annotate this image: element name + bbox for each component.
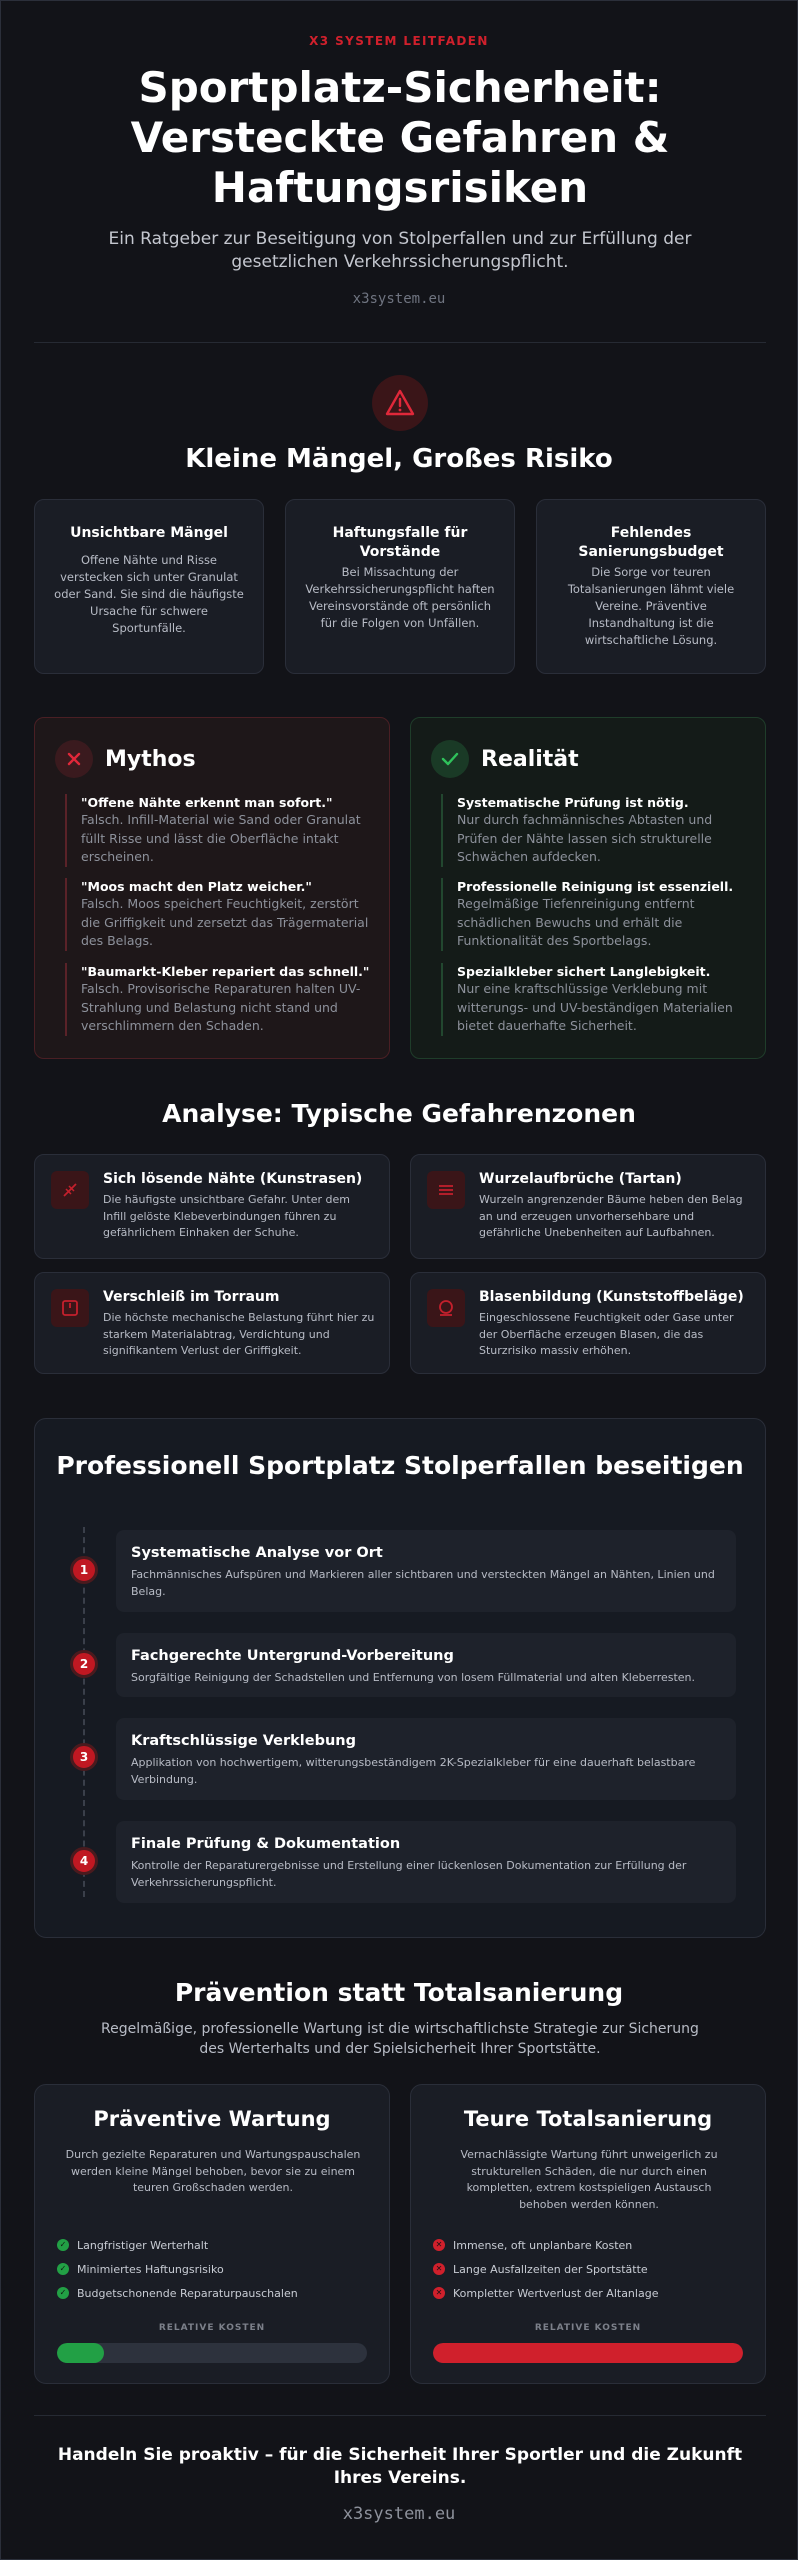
reality-item — [441, 963, 751, 1036]
benefit-label: Langfristiger Werterhalt — [77, 2238, 209, 2252]
reality-header — [431, 740, 579, 778]
footer-domain-link[interactable]: x3system.eu — [342, 2504, 456, 2524]
benefit-item — [57, 2233, 298, 2257]
cost-bar — [433, 2343, 743, 2363]
benefit-item — [57, 2257, 298, 2281]
eyebrow-label: X3 SYSTEM LEITFADEN — [309, 34, 489, 48]
warning-triangle-icon — [372, 375, 428, 431]
full-renovation-drawbacks — [433, 2233, 658, 2305]
header-domain-link[interactable]: x3system.eu — [352, 291, 446, 307]
cost-bar — [57, 2343, 367, 2363]
risk-card-text: Die Sorge vor teuren Totalsanierungen lähmt viele Vereine. Präventive Instandhaltung ist die wirtschaftliche Lösung. — [567, 565, 735, 647]
step-title: Finale Prüfung & Dokumentation — [131, 1836, 401, 1852]
drawback-item — [433, 2257, 658, 2281]
process-panel — [34, 1418, 766, 1938]
step-title: Systematische Analyse vor Ort — [131, 1545, 383, 1561]
step-text: Applikation von hochwertigem, witterungsbeständigem 2K-Spezialkleber für eine dauerhaft belastbare Verbindung. — [131, 1756, 696, 1786]
drawback-label: Kompletter Wertverlust der Altanlage — [453, 2286, 659, 2300]
seam-icon — [51, 1171, 89, 1209]
zone-text: Die häufigste unsichtbare Gefahr. Unter dem Infill gelöste Klebeverbindungen führen zu gefährlichem Einhaken der Schuhe. — [103, 1193, 350, 1239]
prevention-section-title: Prävention statt Totalsanierung — [174, 1978, 624, 2007]
drawback-label: Lange Ausfallzeiten der Sportstätte — [453, 2262, 648, 2276]
risk-card-text: Bei Missachtung der Verkehrssicherungspflicht haften Vereinsvorstände oft persönlich für die Folgen von Unfällen. — [305, 565, 495, 630]
check-circle-icon: ✓ — [57, 2287, 69, 2299]
x-circle-icon: ✕ — [433, 2239, 445, 2251]
risk-card — [536, 499, 766, 674]
risk-card — [34, 499, 264, 674]
footer-call-to-action: Handeln Sie proaktiv – für die Sicherheit Ihrer Sportler und die Zukunft Ihres Vereins. — [57, 2445, 743, 2488]
myth-claim: "Moos macht den Platz weicher." — [81, 879, 312, 894]
cost-bar-fill — [57, 2343, 104, 2363]
reality-panel — [410, 717, 766, 1059]
reality-claim: Spezialkleber sichert Langlebigkeit. — [457, 964, 711, 979]
divider — [34, 342, 766, 343]
full-renovation-title: Teure Totalsanierung — [463, 2107, 713, 2131]
step-text: Fachmännisches Aufspüren und Markieren aller sichtbaren und versteckten Mängel an Nähten, Linien und Belag. — [131, 1568, 715, 1598]
check-mark-icon — [431, 740, 469, 778]
risk-card-text: Offene Nähte und Risse verstecken sich unter Granulat oder Sand. Sie sind die häufigste Ursache für schwere Sportunfälle. — [54, 553, 244, 635]
zone-card — [34, 1272, 390, 1374]
x-circle-icon: ✕ — [433, 2287, 445, 2299]
zone-title: Verschleiß im Torraum — [103, 1289, 280, 1305]
zone-title: Wurzelaufbrüche (Tartan) — [479, 1171, 682, 1187]
benefit-item — [57, 2281, 298, 2305]
drawback-item — [433, 2233, 658, 2257]
cost-label: RELATIVE KOSTEN — [158, 2323, 266, 2333]
preventive-benefits — [57, 2233, 298, 2305]
myth-item — [65, 794, 375, 867]
zones-section-title: Analyse: Typische Gefahrenzonen — [162, 1099, 636, 1128]
myth-header — [55, 740, 196, 778]
step-number: 3 — [70, 1743, 98, 1771]
goal-wear-icon — [51, 1289, 89, 1327]
myth-explanation: Falsch. Infill-Material wie Sand oder Granulat füllt Risse und lässt die Oberfläche intakt erscheinen. — [81, 812, 361, 864]
myth-item — [65, 878, 375, 951]
risk-card — [285, 499, 515, 674]
myth-explanation: Falsch. Moos speichert Feuchtigkeit, zerstört die Griffigkeit und zersetzt das Trägermaterial des Belags. — [81, 896, 369, 948]
zone-card — [410, 1272, 766, 1374]
bubble-icon — [427, 1289, 465, 1327]
preventive-title: Präventive Wartung — [93, 2107, 331, 2131]
zone-text: Wurzeln angrenzender Bäume heben den Belag an und erzeugen unvorhersehbare und gefährliche Unebenheiten auf Laufbahnen. — [479, 1193, 743, 1239]
risk-card-title: Haftungsfalle für Vorstände — [332, 525, 468, 560]
reality-item — [441, 794, 751, 867]
reality-explanation: Regelmäßige Tiefenreinigung entfernt schädlichen Bewuchs und erhält die Funktionalität des Sportbelags. — [457, 896, 695, 948]
page-subtitle: Ein Ratgeber zur Beseitigung von Stolperfallen und zur Erfüllung der gesetzlichen Verkehrssicherungspflicht. — [108, 229, 692, 272]
myth-item — [65, 963, 375, 1036]
process-step — [116, 1530, 736, 1612]
myth-title: Mythos — [105, 746, 196, 772]
check-circle-icon: ✓ — [57, 2263, 69, 2275]
divider — [34, 2415, 766, 2416]
reality-item — [441, 878, 751, 951]
reality-claim: Systematische Prüfung ist nötig. — [457, 795, 689, 810]
step-number: 4 — [70, 1847, 98, 1875]
benefit-label: Budgetschonende Reparaturpauschalen — [77, 2286, 298, 2300]
step-title: Fachgerechte Untergrund-Vorbereitung — [131, 1648, 454, 1664]
zone-title: Blasenbildung (Kunststoffbeläge) — [479, 1289, 744, 1305]
myth-claim: "Offene Nähte erkennt man sofort." — [81, 795, 333, 810]
x-mark-icon — [55, 740, 93, 778]
process-step — [116, 1821, 736, 1903]
prevention-subtitle: Regelmäßige, professionelle Wartung ist die wirtschaftlichste Strategie zur Sicherung des Werterhalts und der Spielsicherheit Ihrer Sportstätte. — [101, 2021, 699, 2057]
reality-claim: Professionelle Reinigung ist essenziell. — [457, 879, 734, 894]
zone-card — [34, 1154, 390, 1259]
step-number: 1 — [70, 1556, 98, 1584]
drawback-item — [433, 2281, 658, 2305]
x-circle-icon: ✕ — [433, 2263, 445, 2275]
step-text: Kontrolle der Reparaturergebnisse und Erstellung einer lückenlosen Dokumentation zur Erfüllung der Verkehrssicherungspflicht. — [131, 1859, 687, 1889]
process-title: Professionell Sportplatz Stolperfallen beseitigen — [56, 1451, 744, 1480]
reality-title: Realität — [481, 746, 579, 772]
myth-panel — [34, 717, 390, 1059]
step-title: Kraftschlüssige Verklebung — [131, 1733, 357, 1749]
full-renovation-text: Vernachlässigte Wartung führt unweigerlich zu strukturellen Schäden, die nur durch einen kompletten, extrem kostspieligen Austausch behoben werden können. — [460, 2148, 718, 2211]
process-step — [116, 1633, 736, 1697]
full-renovation-card — [410, 2084, 766, 2384]
reality-explanation: Nur durch fachmännisches Abtasten und Prüfen der Nähte lassen sich strukturelle Schwächen aufdecken. — [457, 812, 713, 864]
zone-title: Sich lösende Nähte (Kunstrasen) — [103, 1171, 363, 1187]
risk-card-title: Fehlendes Sanierungsbudget — [578, 525, 724, 560]
root-crack-icon — [427, 1171, 465, 1209]
drawback-label: Immense, oft unplanbare Kosten — [453, 2238, 633, 2252]
reality-explanation: Nur eine kraftschlüssige Verklebung mit witterungs- und UV-beständigen Materialien bietet dauerhafte Sicherheit. — [457, 981, 733, 1033]
risk-card-title: Unsichtbare Mängel — [70, 525, 228, 541]
preventive-text: Durch gezielte Reparaturen und Wartungspauschalen werden kleine Mängel behoben, bevor sie zu einem teuren Großschaden werden. — [65, 2148, 361, 2194]
preventive-card — [34, 2084, 390, 2384]
zone-text: Eingeschlossene Feuchtigkeit oder Gase unter der Oberfläche erzeugen Blasen, die das Sturzrisiko massiv erhöhen. — [479, 1311, 734, 1357]
myth-explanation: Falsch. Provisorische Reparaturen halten UV-Strahlung und Belastung nicht stand und verschlimmern den Schaden. — [81, 981, 361, 1033]
risk-section-title: Kleine Mängel, Großes Risiko — [185, 444, 613, 474]
check-circle-icon: ✓ — [57, 2239, 69, 2251]
benefit-label: Minimiertes Haftungsrisiko — [77, 2262, 224, 2276]
step-number: 2 — [70, 1650, 98, 1678]
zone-text: Die höchste mechanische Belastung führt hier zu starkem Materialabtrag, Verdichtung und signifikantem Verlust der Griffigkeit. — [103, 1311, 375, 1357]
process-step — [116, 1718, 736, 1800]
page-title: Sportplatz-Sicherheit: Versteckte Gefahren & Haftungsrisiken — [130, 63, 670, 212]
step-text: Sorgfältige Reinigung der Schadstellen und Entfernung von losem Füllmaterial und alten Kleberresten. — [131, 1671, 696, 1684]
cost-bar-fill — [433, 2343, 743, 2363]
myth-claim: "Baumarkt-Kleber repariert das schnell." — [81, 964, 370, 979]
cost-label: RELATIVE KOSTEN — [534, 2323, 642, 2333]
zone-card — [410, 1154, 766, 1259]
